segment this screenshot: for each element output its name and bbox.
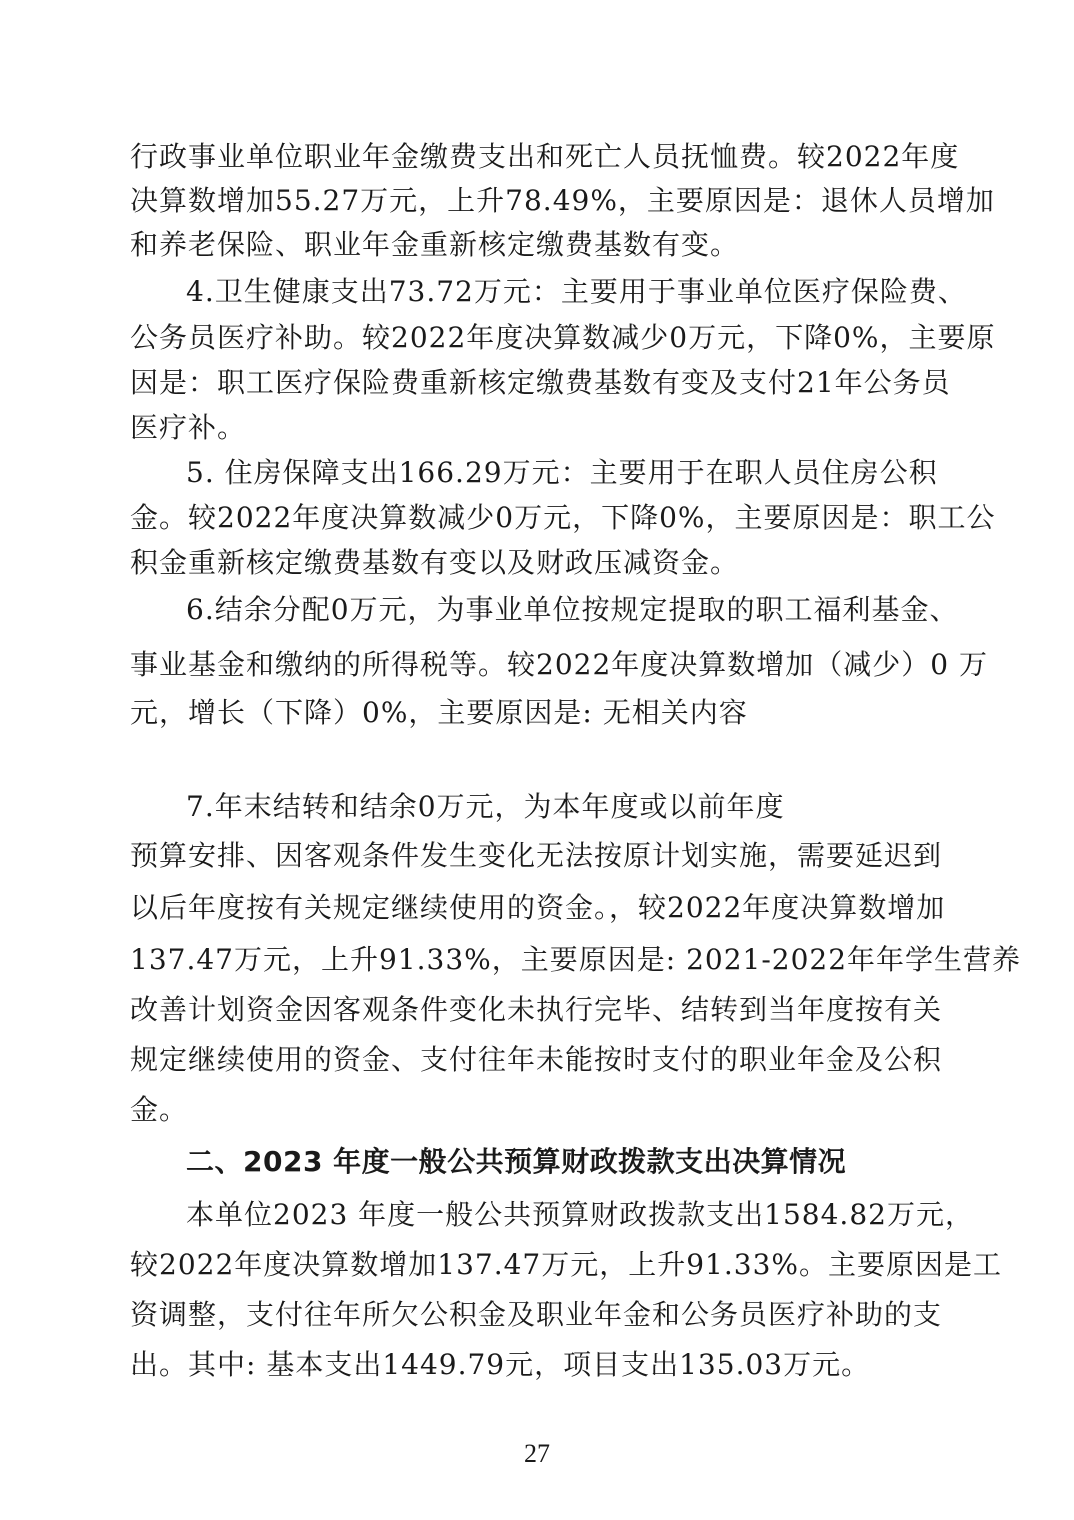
paragraph-line: 积金重新核定缴费基数有变以及财政压减资金。 — [130, 546, 740, 579]
paragraph-line: 和养老保险、职业年金重新核定缴费基数有变。 — [130, 228, 740, 261]
paragraph-line: 137.47万元，上升91.33%，主要原因是: 2021-2022年年学生营养 — [130, 943, 1022, 976]
paragraph-line: 金。较2022年度决算数减少0万元，下降0%，主要原因是：职工公 — [130, 501, 996, 534]
paragraph-line: 本单位2023 年度一般公共预算财政拨款支出1584.82万元， — [186, 1198, 974, 1231]
paragraph-line: 行政事业单位职业年金缴费支出和死亡人员抚恤费。较2022年度 — [130, 140, 960, 173]
paragraph-line: 7.年末结转和结余0万元，为本年度或以前年度 — [186, 790, 785, 823]
paragraph-line: 预算安排、因客观条件发生变化无法按原计划实施，需要延迟到 — [130, 839, 943, 872]
paragraph-line: 5. 住房保障支出166.29万元：主要用于在职人员住房公积 — [186, 456, 938, 489]
paragraph-line: 6.结余分配0万元，为事业单位按规定提取的职工福利基金、 — [186, 593, 959, 626]
paragraph-line: 规定继续使用的资金、支付往年未能按时支付的职业年金及公积 — [130, 1043, 943, 1076]
paragraph-line: 决算数增加55.27万元，上升78.49%，主要原因是：退休人员增加 — [130, 184, 995, 217]
page-number: 27 — [524, 1439, 550, 1468]
section-heading: 二、2023 年度一般公共预算财政拨款支出决算情况 — [186, 1145, 847, 1178]
paragraph-line: 因是：职工医疗保险费重新核定缴费基数有变及支付21年公务员 — [130, 366, 951, 399]
paragraph-line: 出。其中: 基本支出1449.79元，项目支出135.03万元。 — [130, 1348, 871, 1381]
paragraph-line: 以后年度按有关规定继续使用的资金。，较2022年度决算数增加 — [130, 891, 946, 924]
paragraph-line: 医疗补。 — [130, 411, 247, 444]
paragraph-line: 4.卫生健康支出73.72万元：主要用于事业单位医疗保险费、 — [186, 275, 967, 308]
paragraph-line: 公务员医疗补助。较2022年度决算数减少0万元，下降0%，主要原 — [130, 321, 996, 354]
paragraph-line: 资调整，支付往年所欠公积金及职业年金和公务员医疗补助的支 — [130, 1298, 943, 1331]
paragraph-line: 事业基金和缴纳的所得税等。较2022年度决算数增加（减少）0 万 — [130, 648, 988, 681]
paragraph-line: 金。 — [130, 1093, 189, 1126]
paragraph-line: 改善计划资金因客观条件变化未执行完毕、结转到当年度按有关 — [130, 993, 943, 1026]
paragraph-line: 元，增长（下降）0%，主要原因是: 无相关内容 — [130, 696, 748, 729]
paragraph-line: 较2022年度决算数增加137.47万元，上升91.33%。主要原因是工 — [130, 1248, 1002, 1281]
